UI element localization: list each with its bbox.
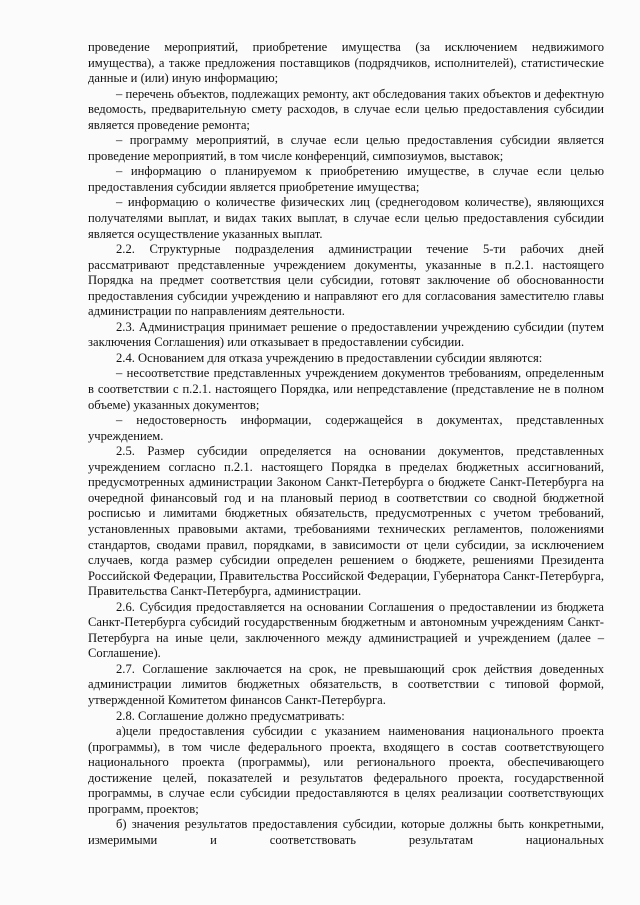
paragraph: – программу мероприятий, в случае если целью предоставления субсидии является проведение мероприятий, в том числе конференций, симпозиумов, выставок; [88,133,604,163]
paragraph: 2.5. Размер субсидии определяется на основании документов, представленных учреждением согласно п.2.1. настоящего Порядка в пределах бюджетных ассигнований, предусмотренных администрации Законом Санкт-Петербурга о бюджете Санкт-Петербурга на очередной финансовый год и на плановый период в соответствии со сводной бюджетной росписью и лимитами бюджетных обязательств, предусмотренных с учетом требований, установленных правовыми актами, требованиями технических регламентов, положениями стандартов, сводами правил, порядками, в зависимости от цели субсидии, за исключением случаев, когда размер субсидии определен решением о бюджете, решениями Президента Российской Федерации, Правительства Российской Федерации, Губернатора Санкт-Петербурга, Правительства Санкт-Петербурга, администрации. [88,444,604,599]
paragraph: 2.6. Субсидия предоставляется на основании Соглашения о предоставлении из бюджета Санкт-Петербурга субсидий государственным бюджетным и автономным учреждениям Санкт-Петербурга на иные цели, заключенного между администрацией и учреждением (далее – Соглашение). [88,599,604,661]
paragraph: б) значения результатов предоставления субсидии, которые должны быть конкретными, измеримыми и соответствовать результатам национальных [88,817,604,847]
paragraph: 2.3. Администрация принимает решение о предоставлении учреждению субсидии (путем заключения Соглашения) или отказывает в предоставлении субсидии. [88,319,604,350]
paragraph: 2.2. Структурные подразделения администрации течение 5-ти рабочих дней рассматривают представленные учреждением документы, указанные в п.2.1. настоящего Порядка на предмет соответствия цели субсидии, готовят заключение об обоснованности предоставления субсидии учреждению и направляют его для согласования заместителю главы администрации по направлениям деятельности. [88,242,604,319]
paragraph: проведение мероприятий, приобретение имущества (за исключением недвижимого имущества), а также предложения поставщиков (подрядчиков, исполнителей), статистические данные и (или) иную информацию; [88,40,604,86]
paragraph: 2.7. Соглашение заключается на срок, не превышающий срок действия доведенных администрации лимитов бюджетных обязательств, в соответствии с типовой формой, утвержденной Комитетом финансов Санкт-Петербурга. [88,661,604,707]
paragraph: а)цели предоставления субсидии с указанием наименования национального проекта (программы), в том числе федерального проекта, входящего в состав соответствующего национального проекта (программы), или регионального проекта, обеспечивающего достижение целей, показателей и результатов федерального проекта, государственной программы, в случае если субсидии предоставляются в целях реализации соответствующих программ, проектов; [88,724,604,816]
document-body [88,40,604,848]
paragraph: 2.8. Соглашение должно предусматривать: [116,708,345,723]
paragraph: – перечень объектов, подлежащих ремонту, акт обследования таких объектов и дефектную ведомость, предварительную смету расходов, в случае если целью предоставления субсидии является проведение ремонта; [88,86,604,132]
paragraph: – информацию о количестве физических лиц (среднегодовом количестве), являющихся получателями выплат, и видах таких выплат, в случае если целью предоставления субсидии является осуществление указанных выплат. [88,195,604,241]
paragraph: – недостоверность информации, содержащейся в документах, представленных учреждением. [88,413,604,443]
paragraph: – информацию о планируемом к приобретению имуществе, в случае если целью предоставления субсидии является приобретение имущества; [88,164,604,194]
paragraph: – несоответствие представленных учреждением документов требованиям, определенным в соответствии с п.2.1. настоящего Порядка, или непредставление (представление не в полном объеме) указанных документов; [88,366,604,412]
paragraph: 2.4. Основанием для отказа учреждению в предоставлении субсидии являются: [116,350,543,365]
